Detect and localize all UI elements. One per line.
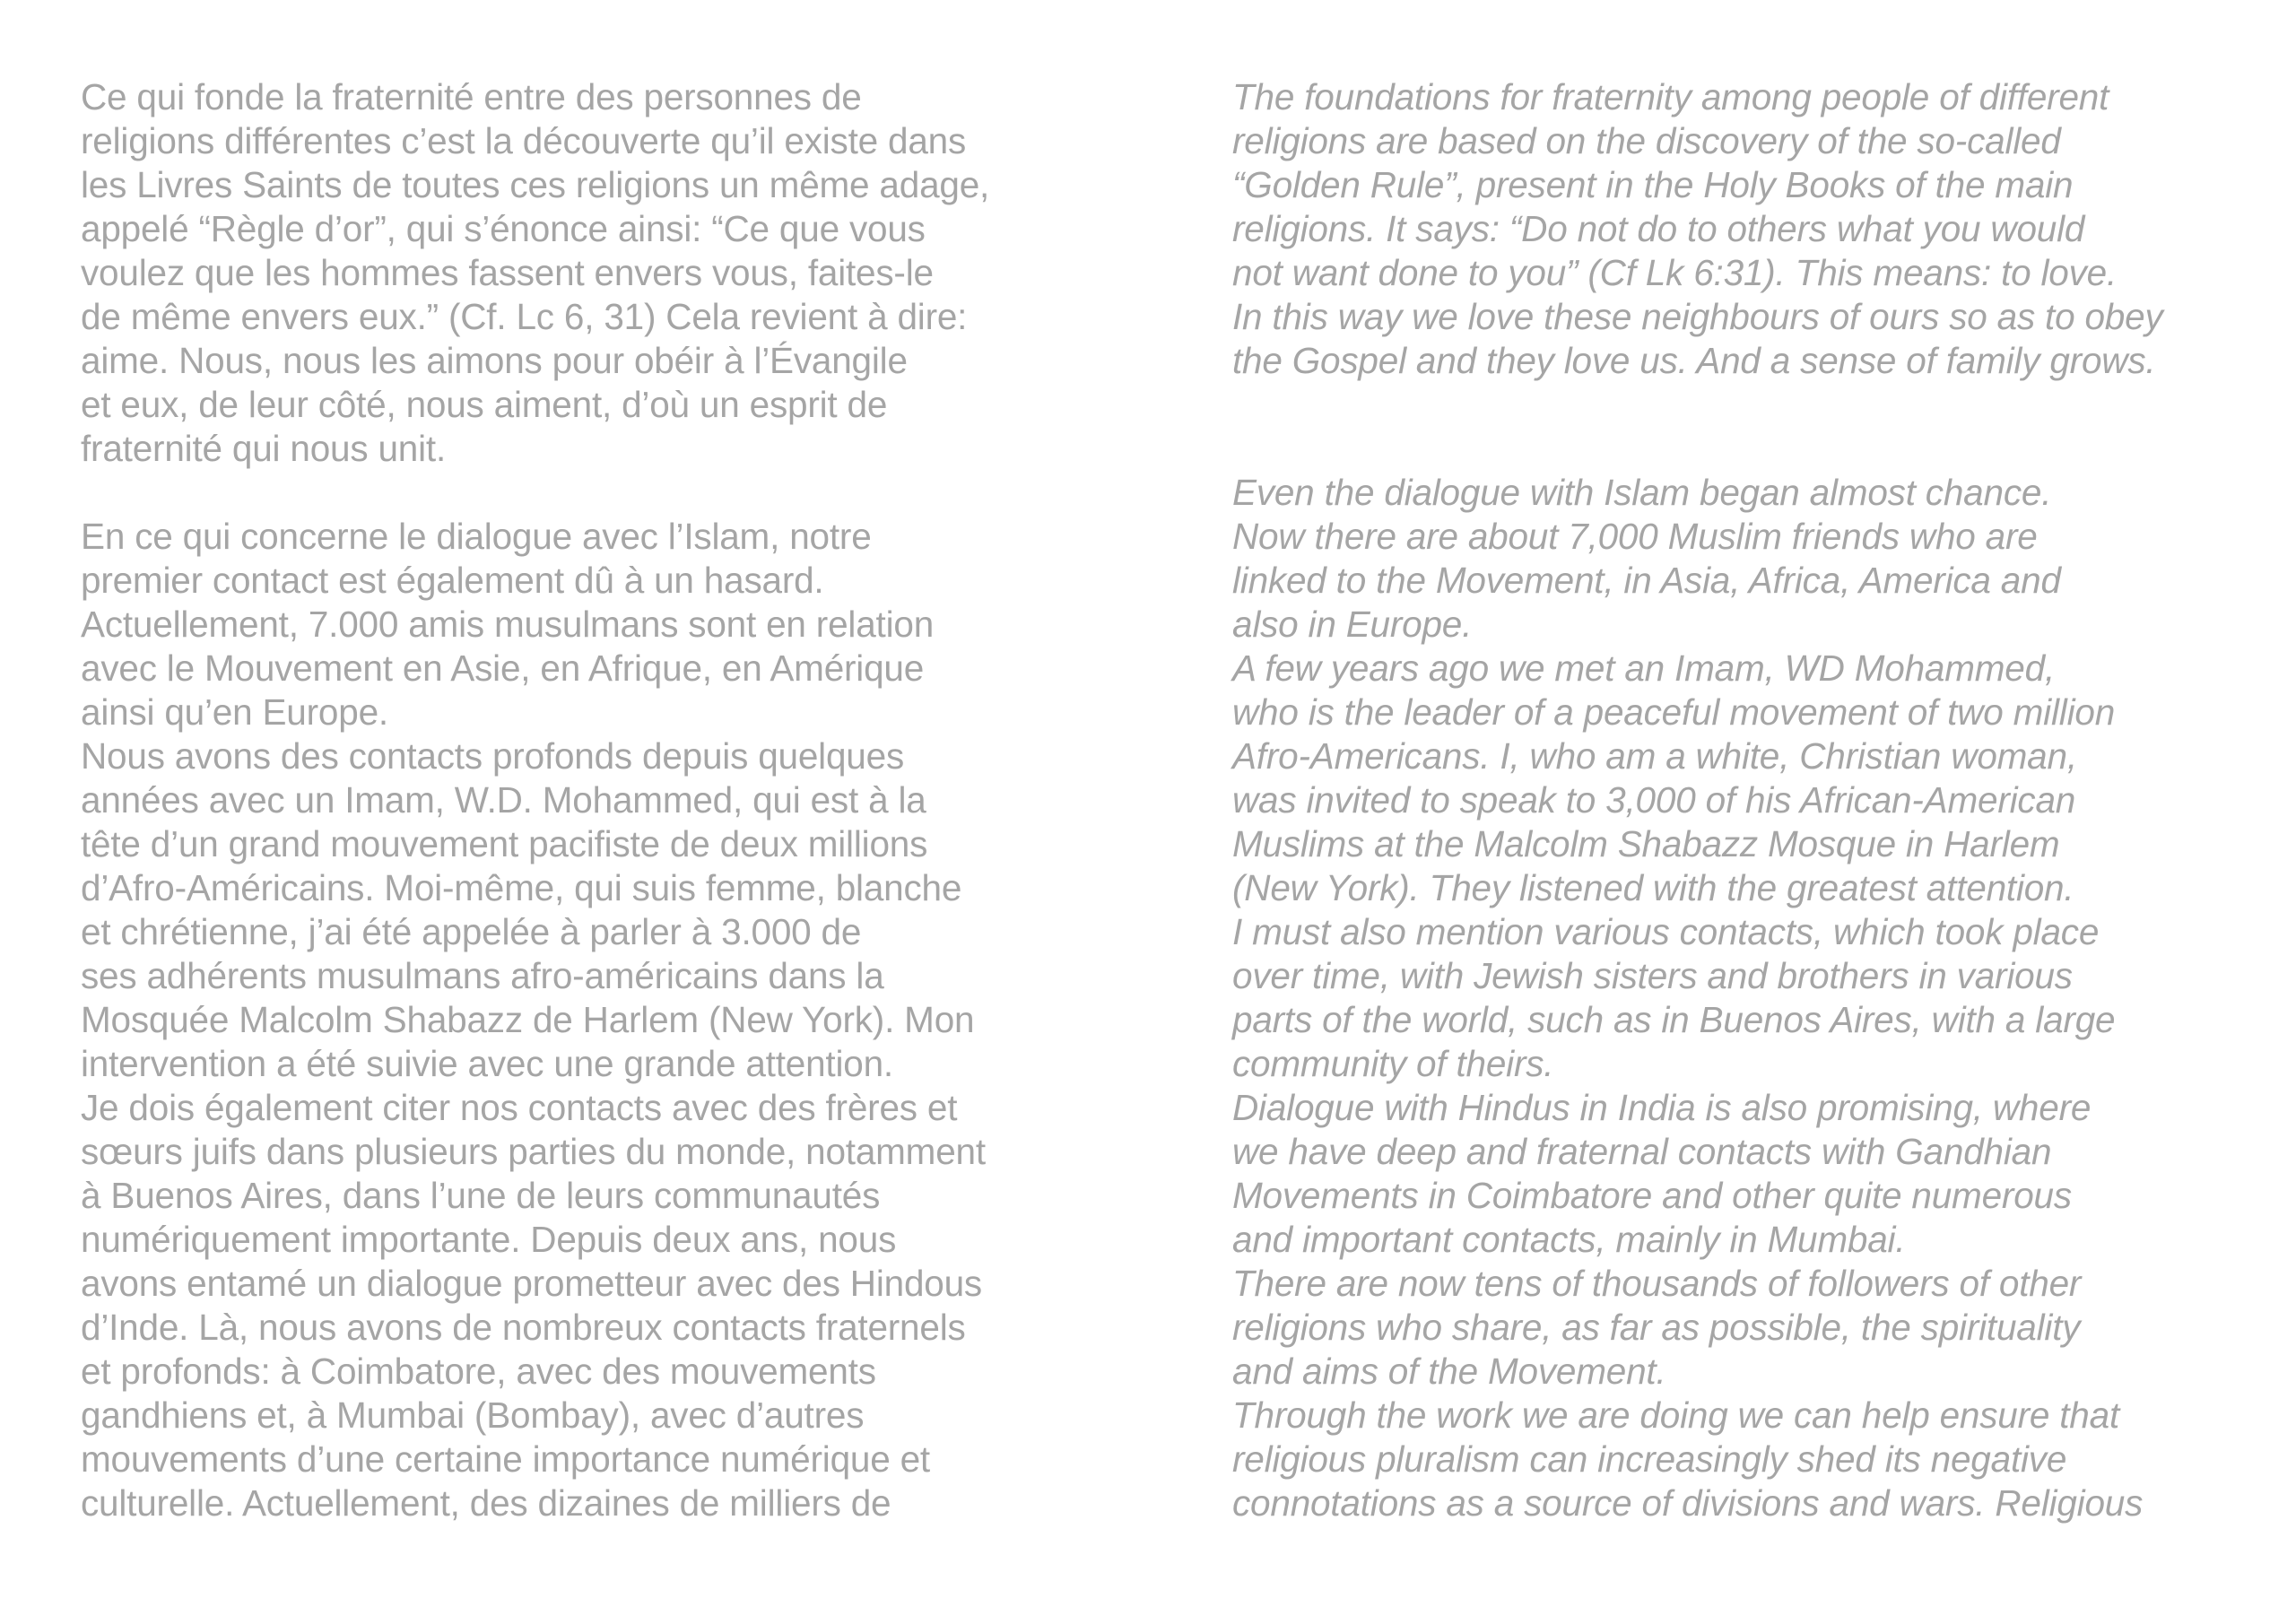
french-paragraph-golden-rule <box>81 75 1157 471</box>
text-line: années avec un Imam, W.D. Mohammed, qui est à la <box>81 779 926 821</box>
text-line: numériquement importante. Depuis deux ans, nous <box>81 1219 897 1260</box>
text-line: premier contact est également dû à un hasard. <box>81 560 824 601</box>
text-line: Movements in Coimbatore and other quite numerous <box>1232 1175 2072 1216</box>
text-line: ainsi qu’en Europe. <box>81 691 388 733</box>
text-line: aime. Nous, nous les aimons pour obéir à l’Évangile <box>81 340 908 381</box>
text-line: Actuellement, 7.000 amis musulmans sont en relation <box>81 604 935 645</box>
text-line: et eux, de leur côté, nous aiment, d’où un esprit de <box>81 384 888 425</box>
text-line: “Golden Rule”, present in the Holy Books of the main <box>1232 164 2074 205</box>
text-line: not want done to you” (Cf Lk 6:31). This means: to love. <box>1232 252 2118 293</box>
text-line: religions différentes c’est la découverte qu’il existe dans <box>81 120 967 161</box>
text-line: The foundations for fraternity among people of different <box>1232 76 2109 117</box>
text-line: religious pluralism can increasingly shed its negative <box>1232 1438 2067 1480</box>
text-line: voulez que les hommes fassent envers vous, faites-le <box>81 252 934 293</box>
text-line: et profonds: à Coimbatore, avec des mouvements <box>81 1351 876 1392</box>
text-line: we have deep and fraternal contacts with Gandhian <box>1232 1131 2052 1172</box>
text-line: parts of the world, such as in Buenos Aires, with a large <box>1232 999 2116 1040</box>
text-line: who is the leader of a peaceful movement of two million <box>1232 691 2116 733</box>
english-paragraph-dialogue <box>1232 471 2296 1525</box>
text-line: Nous avons des contacts profonds depuis quelques <box>81 735 905 777</box>
text-line: appelé “Règle d’or”, qui s’énonce ainsi: “Ce que vous <box>81 208 926 249</box>
text-line: Muslims at the Malcolm Shabazz Mosque in Harlem <box>1232 823 2060 864</box>
text-line: ses adhérents musulmans afro-américains dans la <box>81 955 884 996</box>
text-line: Through the work we are doing we can help ensure that <box>1232 1394 2120 1436</box>
text-line: fraternité qui nous unit. <box>81 428 447 469</box>
english-column <box>1232 75 2296 1525</box>
text-line: over time, with Jewish sisters and brothers in various <box>1232 955 2073 996</box>
text-line: There are now tens of thousands of followers of other <box>1232 1263 2082 1304</box>
text-line: Now there are about 7,000 Muslim friends who are <box>1232 516 2038 557</box>
text-line: mouvements d’une certaine importance numérique et <box>81 1438 930 1480</box>
text-line: I must also mention various contacts, which took place <box>1232 911 2100 952</box>
text-line: intervention a été suivie avec une grande attention. <box>81 1043 893 1084</box>
text-line: religions who share, as far as possible, the spirituality <box>1232 1307 2081 1348</box>
text-line: In this way we love these neighbours of ours so as to obey <box>1232 296 2163 337</box>
text-line: de même envers eux.” (Cf. Lc 6, 31) Cela revient à dire: <box>81 296 968 337</box>
paragraph-spacer <box>81 471 1157 515</box>
text-line: et chrétienne, j’ai été appelée à parler à 3.000 de <box>81 911 862 952</box>
english-paragraph-golden-rule <box>1232 75 2296 383</box>
text-line: avons entamé un dialogue prometteur avec des Hindous <box>81 1263 982 1304</box>
text-line: was invited to speak to 3,000 of his African-American <box>1232 779 2076 821</box>
text-line: En ce qui concerne le dialogue avec l’Islam, notre <box>81 516 872 557</box>
text-line: the Gospel and they love us. And a sense of family grows. <box>1232 340 2156 381</box>
french-paragraph-dialogue <box>81 515 1157 1525</box>
text-line: community of theirs. <box>1232 1043 1554 1084</box>
text-line: linked to the Movement, in Asia, Africa, America and <box>1232 560 2061 601</box>
text-line: sœurs juifs dans plusieurs parties du monde, notamment <box>81 1131 986 1172</box>
french-column <box>81 75 1157 1525</box>
text-line: les Livres Saints de toutes ces religions un même adage, <box>81 164 990 205</box>
text-line: Afro-Americans. I, who am a white, Christian woman, <box>1232 735 2077 777</box>
text-line: religions are based on the discovery of the so-called <box>1232 120 2061 161</box>
text-line: Dialogue with Hindus in India is also promising, where <box>1232 1087 2092 1128</box>
text-line: tête d’un grand mouvement pacifiste de deux millions <box>81 823 928 864</box>
text-line: d’Afro-Américains. Moi-même, qui suis femme, blanche <box>81 867 962 908</box>
paragraph-spacer <box>1232 383 2296 471</box>
text-line: gandhiens et, à Mumbai (Bombay), avec d’autres <box>81 1394 865 1436</box>
text-line: also in Europe. <box>1232 604 1473 645</box>
text-line: religions. It says: “Do not do to others what you would <box>1232 208 2085 249</box>
text-line: (New York). They listened with the greatest attention. <box>1232 867 2074 908</box>
text-line: avec le Mouvement en Asie, en Afrique, en Amérique <box>81 647 925 689</box>
text-line: d’Inde. Là, nous avons de nombreux contacts fraternels <box>81 1307 966 1348</box>
text-line: and important contacts, mainly in Mumbai. <box>1232 1219 1906 1260</box>
text-line: culturelle. Actuellement, des dizaines de milliers de <box>81 1482 891 1524</box>
text-line: Mosquée Malcolm Shabazz de Harlem (New York). Mon <box>81 999 975 1040</box>
text-line: Even the dialogue with Islam began almost chance. <box>1232 472 2052 513</box>
text-line: à Buenos Aires, dans l’une de leurs communautés <box>81 1175 881 1216</box>
text-line: Je dois également citer nos contacts avec des frères et <box>81 1087 958 1128</box>
text-line: connotations as a source of divisions and wars. Religious <box>1232 1482 2144 1524</box>
text-line: A few years ago we met an Imam, WD Mohammed, <box>1232 647 2056 689</box>
text-line: Ce qui fonde la fraternité entre des personnes de <box>81 76 862 117</box>
text-line: and aims of the Movement. <box>1232 1351 1666 1392</box>
